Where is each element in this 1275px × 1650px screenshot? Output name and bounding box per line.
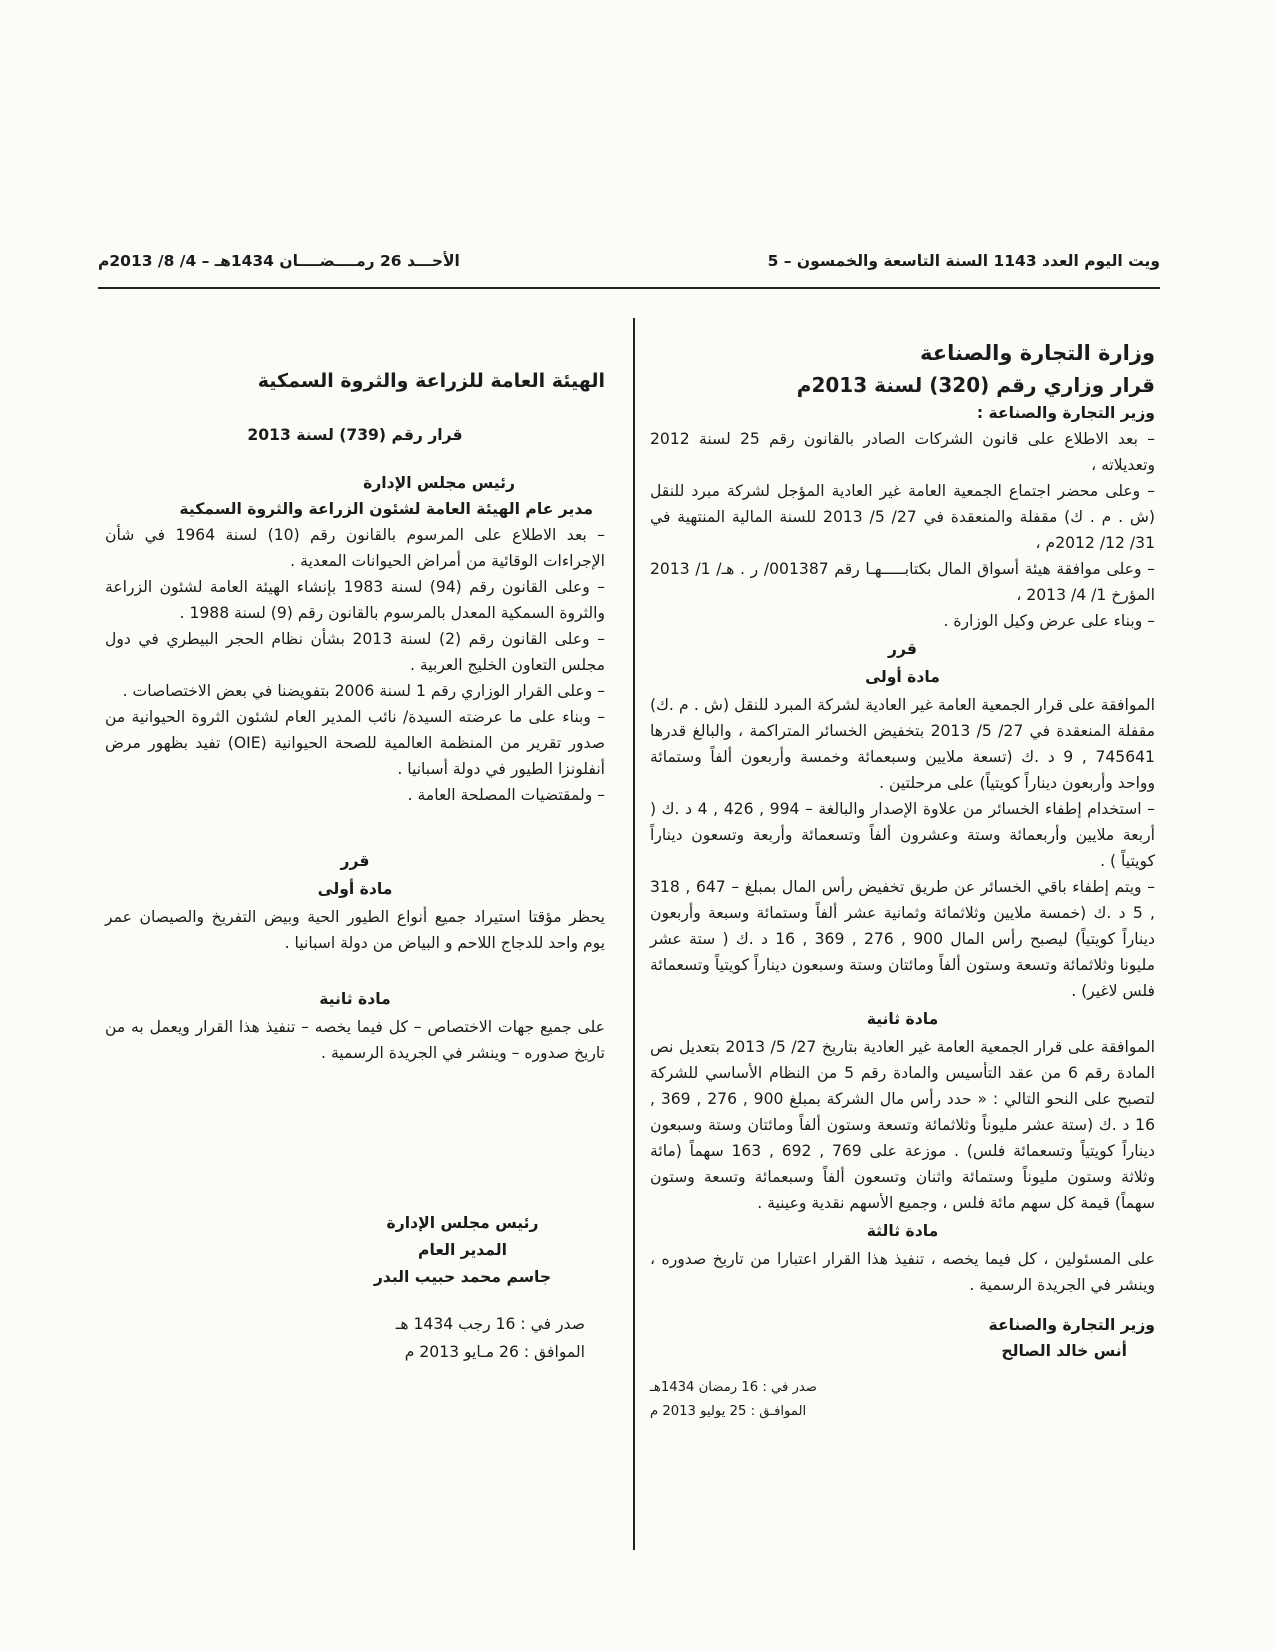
issued-on: صدر في : 16 رمضان 1434هـ	[650, 1380, 817, 1395]
article1-paragraph: يحظر مؤقتا استيراد جميع أنواع الطيور الحية وبيض التفريخ والصيصان عمر يوم واحد للدجاج اللاحم و البياض من دولة اسبانيا .	[105, 908, 605, 952]
header-date: الأحـــد 26 رمــــضــــان 1434هـ – 4/ 8/ 2013م	[98, 252, 460, 270]
page-header	[98, 248, 1160, 278]
preamble-item: – وعلى القانون رقم (94) لسنة 1983 بإنشاء الهيئة العامة لشئون الزراعة والثروة السمكية المعدل بالمرسوم بالقانون رقم (9) لسنة 1988 .	[105, 578, 605, 622]
preamble-item: – وعلى محضر اجتماع الجمعية العامة غير العادية المؤجل لشركة مبرد للنقل (ش . م . ك) مقفلة والمنعقدة في 27/ 5/ 2013 للسنة المالية المنتهية في 31/ 12/ 2012م ،	[650, 482, 1156, 552]
signature-name: أنس خالد الصالح	[1001, 1342, 1127, 1360]
signature-name: جاسم محمد حبيب البدر	[373, 1268, 552, 1286]
decided-heading: قرر	[888, 640, 917, 658]
article2-heading: مادة ثانية	[866, 1010, 939, 1028]
chairman-title: رئيس مجلس الإدارة	[363, 474, 515, 492]
header-issue-info: ويت اليوم العدد 1143 السنة التاسعة والخمسون – 5	[767, 252, 1160, 270]
preamble-item: – بعد الاطلاع على المرسوم بالقانون رقم (10) لسنة 1964 في شأن الإجراءات الوقائية من أمراض الحيوانات المعدية .	[105, 526, 605, 570]
preamble-item: – وبناء على عرض وكيل الوزارة .	[943, 612, 1155, 630]
article3-paragraph: على المسئولين ، كل فيما يخصه ، تنفيذ هذا القرار اعتبارا من تاريخ صدوره ، وينشر في الجريدة الرسمية .	[650, 1250, 1155, 1294]
preamble-item: – وعلى القرار الوزاري رقم 1 لسنة 2006 بتفويضنا في بعض الاختصاصات .	[122, 682, 605, 700]
preamble-item: – وبناء على ما عرضته السيدة/ نائب المدير العام لشئون الثروة الحيوانية من صدور تقرير من المنظمة العالمية للصحة الحيوانية (OIE) تفيد بظهور مرض أنفلونزا الطيور في دولة أسبانيا .	[105, 708, 605, 778]
article1-heading: مادة أولى	[317, 880, 393, 898]
decree-739-title: قرار رقم (739) لسنة 2013	[247, 426, 463, 444]
column-divider	[633, 318, 635, 1550]
minister-intro: وزير التجارة والصناعة :	[976, 404, 1155, 422]
corresponding-date: الموافـق : 25 يوليو 2013 م	[650, 1404, 807, 1419]
left-column-decree-739	[105, 368, 605, 1066]
article1-paragraph: – ويتم إطفاء باقي الخسائر عن طريق تخفيض رأس المال بمبلغ – 647 , 318 , 5 د .ك (خمسة ملايين وثلاثمائة وثمانية عشر ألفاً وستمائة وسبعة وأربعون ديناراً كويتياً) ليصبح رأس المال 900 , 276 , 369 , 16 د .ك ( ستة عشر مليونا وثلاثمائة وتسعة وستون ألفاً ومائتان وستة وسبعون ديناراً كويتياً وتسعمائة فلس لاغير) .	[650, 878, 1155, 1000]
article1-heading: مادة أولى	[865, 668, 940, 686]
left-issue-dates	[330, 1310, 585, 1366]
article2-heading: مادة ثانية	[319, 990, 391, 1008]
right-signature-block	[760, 1312, 1155, 1364]
ministry-title: وزارة التجارة والصناعة	[920, 341, 1155, 365]
decided-heading: قرر	[340, 852, 370, 870]
signature-title: وزير التجارة والصناعة	[988, 1316, 1155, 1334]
article3-heading: مادة ثالثة	[866, 1222, 939, 1240]
preamble-item: – بعد الاطلاع على قانون الشركات الصادر بالقانون رقم 25 لسنة 2012 وتعديلاته ،	[650, 430, 1155, 474]
signature-title: رئيس مجلس الإدارة	[386, 1214, 539, 1232]
left-signature-block	[320, 1210, 605, 1291]
right-issue-dates	[650, 1376, 915, 1424]
preamble-item: – ولمقتضيات المصلحة العامة .	[407, 786, 605, 804]
signature-title: المدير العام	[418, 1241, 507, 1259]
article1-paragraph: الموافقة على قرار الجمعية العامة غير العادية لشركة المبرد للنقل (ش . م .ك) مقفلة المنعقدة في 27/ 5/ 2013 بتخفيض الخسائر المتراكمة ، والبالغ قدرها 745641 , 9 د .ك (تسعة ملايين وسبعمائة وخمسة وأربعون ألفاً وستمائة وواحد وأربعون ديناراً كويتياً) على مرحلتين .	[650, 696, 1156, 792]
authority-title: الهيئة العامة للزراعة والثروة السمكية	[257, 370, 605, 392]
article2-paragraph: الموافقة على قرار الجمعية العامة غير العادية بتاريخ 27/ 5/ 2013 بتعديل نص المادة رقم 6 من عقد التأسيس والمادة رقم 5 من النظام الأساسي للشركة لتصبح على النحو التالي : « حدد رأس مال الشركة بمبلغ 900 , 276 , 369 , 16 د .ك (ستة عشر مليوناً وثلاثمائة وتسعة وستون ألفاً ومائتان وستة وسبعون ديناراً كويتياً وتسعمائة فلس) . موزعة على 769 , 692 , 163 سهماً (مائة وثلاثة وستون مليوناً وستمائة واثنان وتسعون ألفاً وسبعمائة وتسعة وستون سهماً) قيمة كل سهم مائة فلس ، وجميع الأسهم نقدية وعينية .	[650, 1038, 1155, 1212]
director-title: مدير عام الهيئة العامة لشئون الزراعة والثروة السمكية	[179, 500, 593, 518]
right-column-decree-320	[650, 340, 1155, 1298]
preamble-item: – وعلى موافقة هيئة أسواق المال بكتابـــــهـا رقم 001387/ ر . هـ/ 1/ 2013 المؤرخ 1/ 4/ 2013 ،	[650, 560, 1155, 604]
issued-on: صدر في : 16 رجب 1434 هـ	[395, 1315, 585, 1333]
decree-320-title: قرار وزاري رقم (320) لسنة 2013م	[796, 373, 1155, 397]
preamble-item: – وعلى القانون رقم (2) لسنة 2013 بشأن نظام الحجر البيطري في دول مجلس التعاون الخليج العربية .	[105, 630, 606, 674]
header-rule	[98, 287, 1160, 289]
article1-paragraph: – استخدام إطفاء الخسائر من علاوة الإصدار والبالغة – 994 , 426 , 4 د .ك ( أربعة ملايين وأربعمائة وستة وعشرون ألفاً وتسعمائة وأربعة وتسعون ديناراً كويتياً ) .	[650, 800, 1156, 870]
article2-paragraph: على جميع جهات الاختصاص – كل فيما يخصه – تنفيذ هذا القرار ويعمل به من تاريخ صدوره – وينشر في الجريدة الرسمية .	[105, 1018, 605, 1062]
corresponding-date: الموافق : 26 مـايو 2013 م	[404, 1343, 585, 1361]
